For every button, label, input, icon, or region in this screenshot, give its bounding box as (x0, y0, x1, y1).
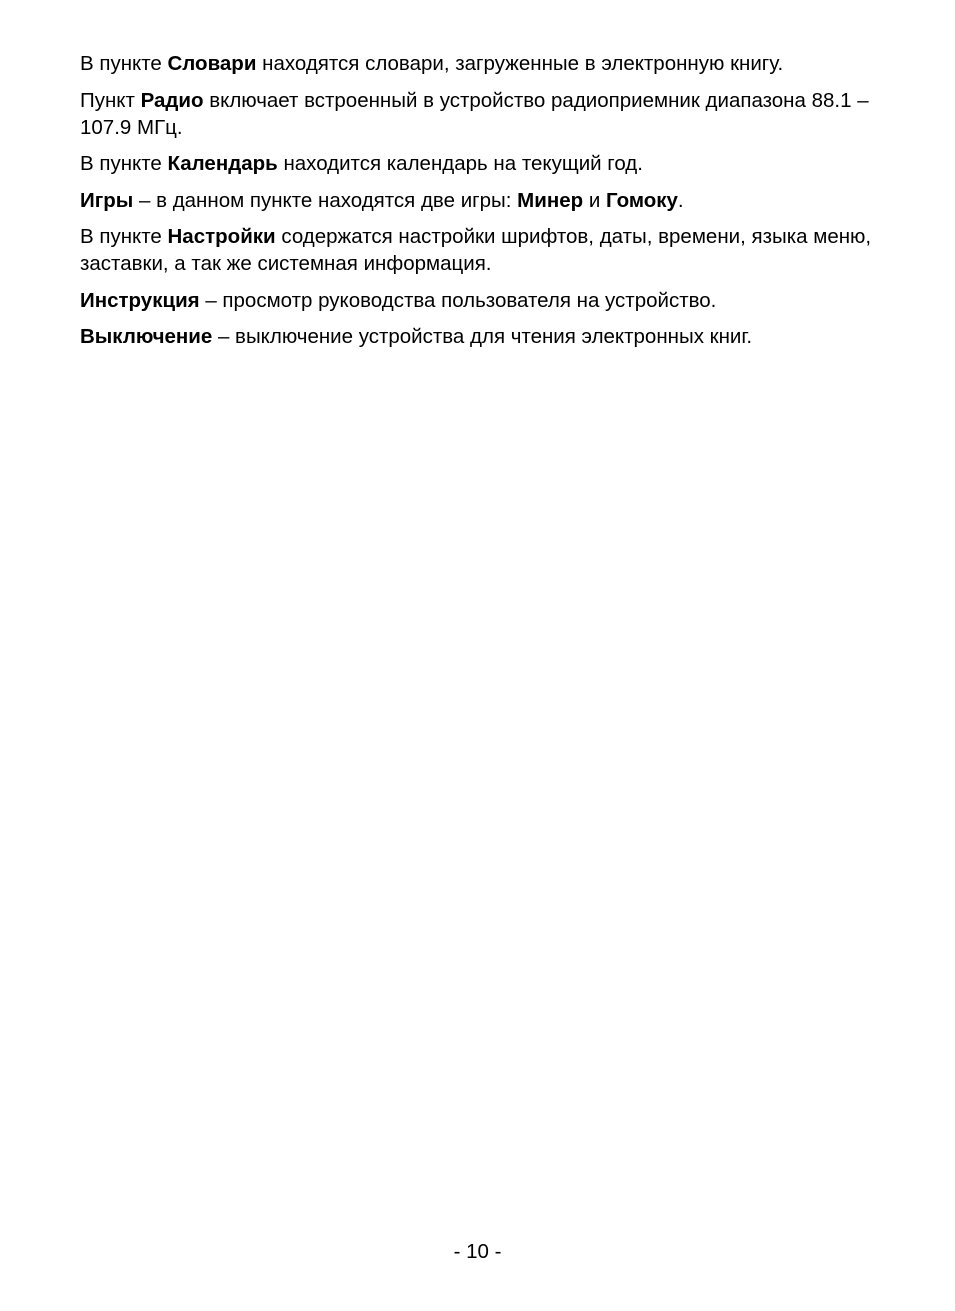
paragraph-calendar (80, 150, 890, 177)
term-miner: Минер (517, 188, 584, 212)
text-segment: – в данном пункте находятся две игры: (133, 188, 518, 212)
text-segment: В пункте (80, 225, 168, 248)
text-segment: – выключение устройства для чтения электронных книг. (212, 325, 753, 348)
text-segment: – просмотр руководства пользователя на устройство. (199, 288, 717, 312)
term-games: Игры (80, 188, 134, 212)
term-dictionaries: Словари (167, 52, 257, 75)
term-settings: Настройки (167, 225, 276, 248)
page-number: - 10 - (453, 1240, 502, 1263)
text-segment: находятся словари, загруженные в электронную книгу. (256, 52, 784, 75)
text-segment: содержатся настройки шрифтов, даты, времени, языка меню, заставки, а так же системная информация. (80, 225, 872, 275)
text-segment: находится календарь на текущий год. (277, 152, 643, 175)
paragraph-power-off (80, 323, 890, 350)
term-power-off: Выключение (80, 325, 213, 348)
text-segment: В пункте (80, 152, 168, 175)
paragraph-manual (80, 287, 890, 314)
document-body (80, 50, 890, 360)
text-segment: и (583, 188, 606, 212)
paragraph-games (80, 187, 890, 214)
text-segment: В пункте (80, 52, 168, 75)
paragraph-radio (80, 87, 890, 141)
text-segment: Пункт (80, 88, 141, 112)
term-manual: Инструкция (80, 288, 200, 312)
term-gomoku: Гомоку (605, 188, 678, 212)
text-segment: включает встроенный в устройство радиоприемник диапазона 88.1 – 107.9 МГц. (80, 88, 869, 139)
paragraph-settings (80, 223, 890, 277)
term-radio: Радио (140, 88, 204, 112)
paragraph-dictionaries (80, 50, 890, 77)
term-calendar: Календарь (167, 152, 278, 175)
text-segment: . (677, 188, 684, 212)
